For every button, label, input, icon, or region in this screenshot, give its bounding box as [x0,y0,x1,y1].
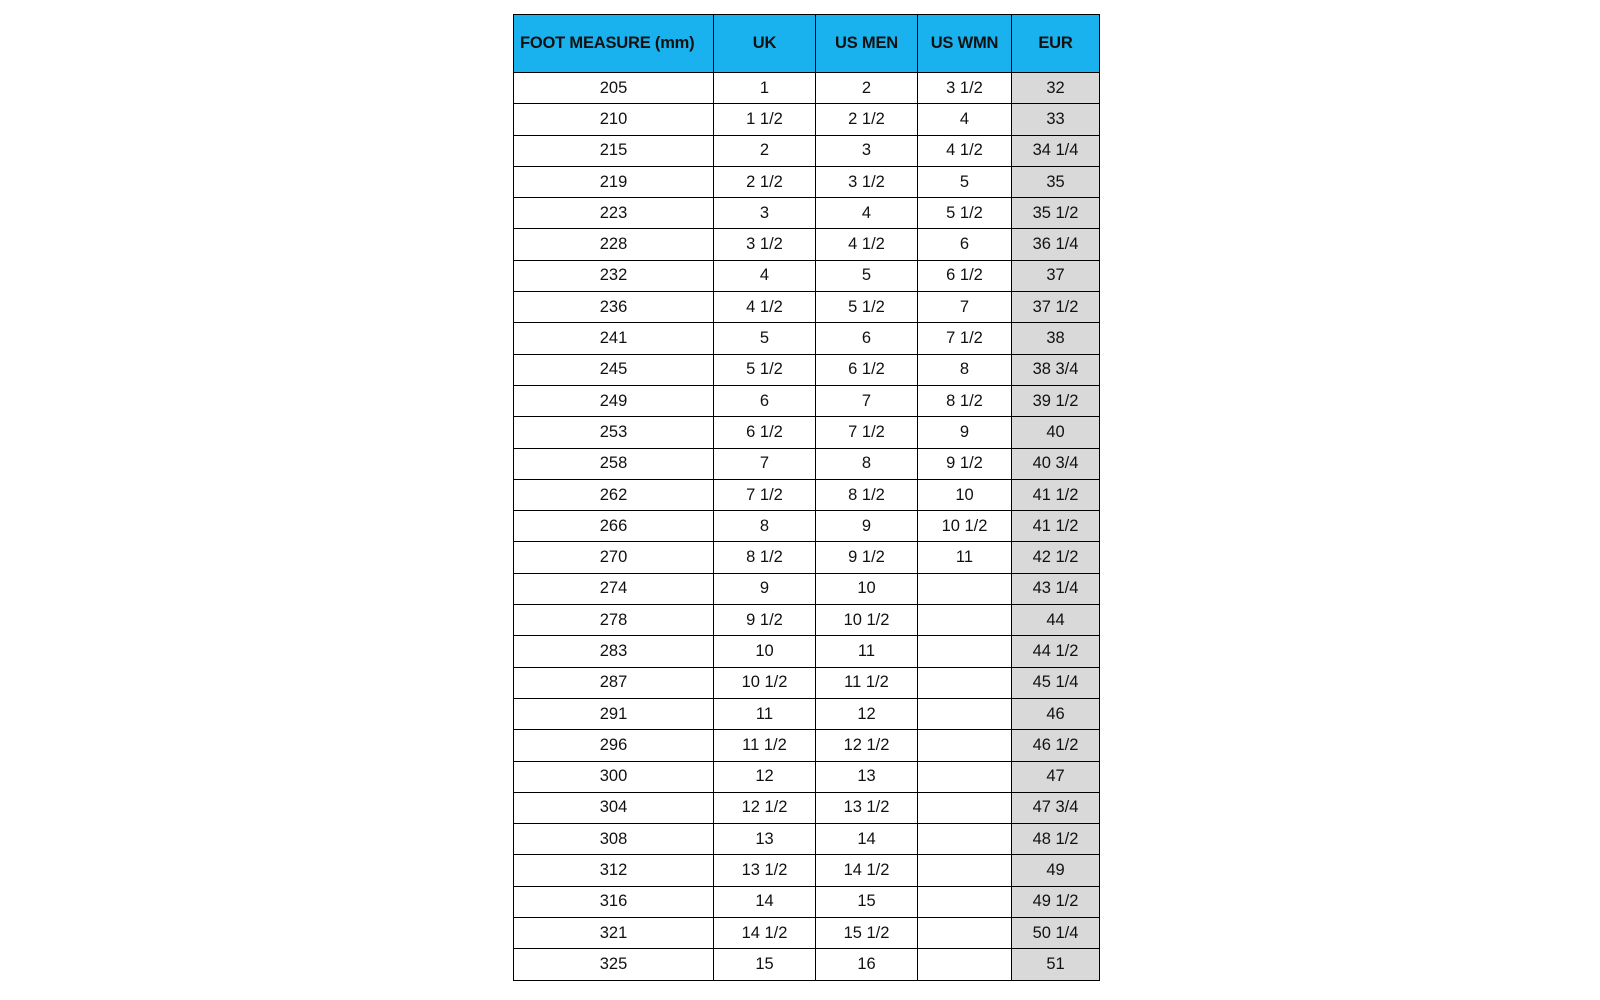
uk-size-cell: 2 1/2 [714,166,816,197]
foot-measure-cell: 308 [514,824,714,855]
table-row [514,636,1100,667]
us-men-size-cell: 14 1/2 [816,855,918,886]
table-row [514,385,1100,416]
us-women-size-cell [918,792,1012,823]
foot-measure-cell: 287 [514,667,714,698]
eur-size-cell: 48 1/2 [1012,824,1100,855]
uk-size-cell: 6 [714,385,816,416]
header-eur: EUR [1012,15,1100,73]
uk-size-cell: 3 [714,198,816,229]
us-women-size-cell: 3 1/2 [918,73,1012,104]
table-row [514,730,1100,761]
foot-measure-cell: 278 [514,605,714,636]
us-men-size-cell: 11 [816,636,918,667]
us-men-size-cell: 9 [816,511,918,542]
table-row [514,918,1100,949]
table-row [514,166,1100,197]
foot-measure-cell: 291 [514,698,714,729]
table-row [514,260,1100,291]
eur-size-cell: 42 1/2 [1012,542,1100,573]
eur-size-cell: 47 3/4 [1012,792,1100,823]
us-women-size-cell [918,730,1012,761]
header-foot-measure: FOOT MEASURE (mm) [514,15,714,73]
header-uk: UK [714,15,816,73]
eur-size-cell: 35 1/2 [1012,198,1100,229]
eur-size-cell: 50 1/4 [1012,918,1100,949]
us-men-size-cell: 13 [816,761,918,792]
us-men-size-cell: 2 1/2 [816,104,918,135]
table-row [514,511,1100,542]
foot-measure-cell: 223 [514,198,714,229]
uk-size-cell: 1 [714,73,816,104]
table-row [514,761,1100,792]
uk-size-cell: 5 [714,323,816,354]
foot-measure-cell: 249 [514,385,714,416]
us-women-size-cell [918,667,1012,698]
uk-size-cell: 12 [714,761,816,792]
us-women-size-cell: 7 [918,292,1012,323]
table-row [514,417,1100,448]
us-women-size-cell [918,636,1012,667]
foot-measure-cell: 210 [514,104,714,135]
foot-measure-cell: 266 [514,511,714,542]
foot-measure-cell: 304 [514,792,714,823]
uk-size-cell: 4 1/2 [714,292,816,323]
us-women-size-cell: 6 1/2 [918,260,1012,291]
us-men-size-cell: 14 [816,824,918,855]
foot-measure-cell: 316 [514,886,714,917]
eur-size-cell: 49 1/2 [1012,886,1100,917]
us-women-size-cell: 6 [918,229,1012,260]
us-men-size-cell: 13 1/2 [816,792,918,823]
eur-size-cell: 32 [1012,73,1100,104]
foot-measure-cell: 274 [514,573,714,604]
uk-size-cell: 8 [714,511,816,542]
table-row [514,135,1100,166]
table-row [514,886,1100,917]
foot-measure-cell: 283 [514,636,714,667]
us-men-size-cell: 4 [816,198,918,229]
us-women-size-cell: 5 1/2 [918,198,1012,229]
us-women-size-cell: 7 1/2 [918,323,1012,354]
table-body [514,73,1100,981]
eur-size-cell: 37 1/2 [1012,292,1100,323]
table-row [514,229,1100,260]
eur-size-cell: 43 1/4 [1012,573,1100,604]
eur-size-cell: 35 [1012,166,1100,197]
us-women-size-cell [918,698,1012,729]
us-men-size-cell: 10 1/2 [816,605,918,636]
us-women-size-cell: 8 1/2 [918,385,1012,416]
foot-measure-cell: 270 [514,542,714,573]
uk-size-cell: 7 [714,448,816,479]
us-women-size-cell [918,918,1012,949]
us-women-size-cell [918,886,1012,917]
uk-size-cell: 5 1/2 [714,354,816,385]
table-row [514,198,1100,229]
header-us-women: US WMN [918,15,1012,73]
uk-size-cell: 9 [714,573,816,604]
us-men-size-cell: 8 1/2 [816,479,918,510]
us-men-size-cell: 3 1/2 [816,166,918,197]
uk-size-cell: 6 1/2 [714,417,816,448]
foot-measure-cell: 232 [514,260,714,291]
us-men-size-cell: 4 1/2 [816,229,918,260]
eur-size-cell: 34 1/4 [1012,135,1100,166]
foot-measure-cell: 325 [514,949,714,980]
uk-size-cell: 11 1/2 [714,730,816,761]
us-men-size-cell: 5 1/2 [816,292,918,323]
foot-measure-cell: 296 [514,730,714,761]
eur-size-cell: 40 [1012,417,1100,448]
uk-size-cell: 10 1/2 [714,667,816,698]
table-row [514,323,1100,354]
table-row [514,573,1100,604]
table-row [514,542,1100,573]
header-row [514,15,1100,73]
us-men-size-cell: 9 1/2 [816,542,918,573]
foot-measure-cell: 245 [514,354,714,385]
eur-size-cell: 41 1/2 [1012,511,1100,542]
eur-size-cell: 36 1/4 [1012,229,1100,260]
foot-measure-cell: 258 [514,448,714,479]
table-row [514,605,1100,636]
eur-size-cell: 47 [1012,761,1100,792]
uk-size-cell: 2 [714,135,816,166]
uk-size-cell: 14 1/2 [714,918,816,949]
us-women-size-cell: 4 1/2 [918,135,1012,166]
foot-measure-cell: 253 [514,417,714,448]
us-men-size-cell: 12 1/2 [816,730,918,761]
eur-size-cell: 44 [1012,605,1100,636]
table-row [514,354,1100,385]
foot-measure-cell: 262 [514,479,714,510]
foot-measure-cell: 215 [514,135,714,166]
header-us-men: US MEN [816,15,918,73]
us-men-size-cell: 7 [816,385,918,416]
table-row [514,73,1100,104]
us-men-size-cell: 6 1/2 [816,354,918,385]
foot-measure-cell: 241 [514,323,714,354]
eur-size-cell: 41 1/2 [1012,479,1100,510]
table-row [514,292,1100,323]
table-header [514,15,1100,73]
us-men-size-cell: 5 [816,260,918,291]
us-men-size-cell: 6 [816,323,918,354]
eur-size-cell: 38 3/4 [1012,354,1100,385]
us-women-size-cell [918,573,1012,604]
size-chart-table [513,14,1100,981]
us-men-size-cell: 3 [816,135,918,166]
table-row [514,667,1100,698]
eur-size-cell: 46 [1012,698,1100,729]
us-men-size-cell: 2 [816,73,918,104]
uk-size-cell: 1 1/2 [714,104,816,135]
table-row [514,479,1100,510]
table-row [514,104,1100,135]
us-men-size-cell: 11 1/2 [816,667,918,698]
us-women-size-cell: 10 1/2 [918,511,1012,542]
us-women-size-cell [918,855,1012,886]
uk-size-cell: 11 [714,698,816,729]
uk-size-cell: 15 [714,949,816,980]
foot-measure-cell: 219 [514,166,714,197]
uk-size-cell: 13 1/2 [714,855,816,886]
eur-size-cell: 37 [1012,260,1100,291]
us-women-size-cell [918,761,1012,792]
eur-size-cell: 40 3/4 [1012,448,1100,479]
uk-size-cell: 4 [714,260,816,291]
foot-measure-cell: 300 [514,761,714,792]
table-row [514,824,1100,855]
table-row [514,855,1100,886]
eur-size-cell: 39 1/2 [1012,385,1100,416]
foot-measure-cell: 236 [514,292,714,323]
us-women-size-cell: 5 [918,166,1012,197]
us-men-size-cell: 7 1/2 [816,417,918,448]
eur-size-cell: 51 [1012,949,1100,980]
table-row [514,698,1100,729]
table-row [514,448,1100,479]
table-row [514,949,1100,980]
us-women-size-cell [918,824,1012,855]
us-women-size-cell [918,949,1012,980]
uk-size-cell: 10 [714,636,816,667]
uk-size-cell: 13 [714,824,816,855]
eur-size-cell: 46 1/2 [1012,730,1100,761]
us-men-size-cell: 10 [816,573,918,604]
eur-size-cell: 33 [1012,104,1100,135]
us-women-size-cell: 10 [918,479,1012,510]
eur-size-cell: 49 [1012,855,1100,886]
us-men-size-cell: 16 [816,949,918,980]
table-row [514,792,1100,823]
us-men-size-cell: 12 [816,698,918,729]
foot-measure-cell: 312 [514,855,714,886]
uk-size-cell: 7 1/2 [714,479,816,510]
uk-size-cell: 14 [714,886,816,917]
us-women-size-cell: 9 1/2 [918,448,1012,479]
uk-size-cell: 3 1/2 [714,229,816,260]
us-women-size-cell: 11 [918,542,1012,573]
foot-measure-cell: 228 [514,229,714,260]
uk-size-cell: 8 1/2 [714,542,816,573]
us-women-size-cell: 4 [918,104,1012,135]
us-men-size-cell: 15 [816,886,918,917]
foot-measure-cell: 205 [514,73,714,104]
us-women-size-cell: 8 [918,354,1012,385]
foot-measure-cell: 321 [514,918,714,949]
us-women-size-cell [918,605,1012,636]
us-men-size-cell: 15 1/2 [816,918,918,949]
eur-size-cell: 45 1/4 [1012,667,1100,698]
us-men-size-cell: 8 [816,448,918,479]
uk-size-cell: 9 1/2 [714,605,816,636]
eur-size-cell: 44 1/2 [1012,636,1100,667]
us-women-size-cell: 9 [918,417,1012,448]
uk-size-cell: 12 1/2 [714,792,816,823]
eur-size-cell: 38 [1012,323,1100,354]
